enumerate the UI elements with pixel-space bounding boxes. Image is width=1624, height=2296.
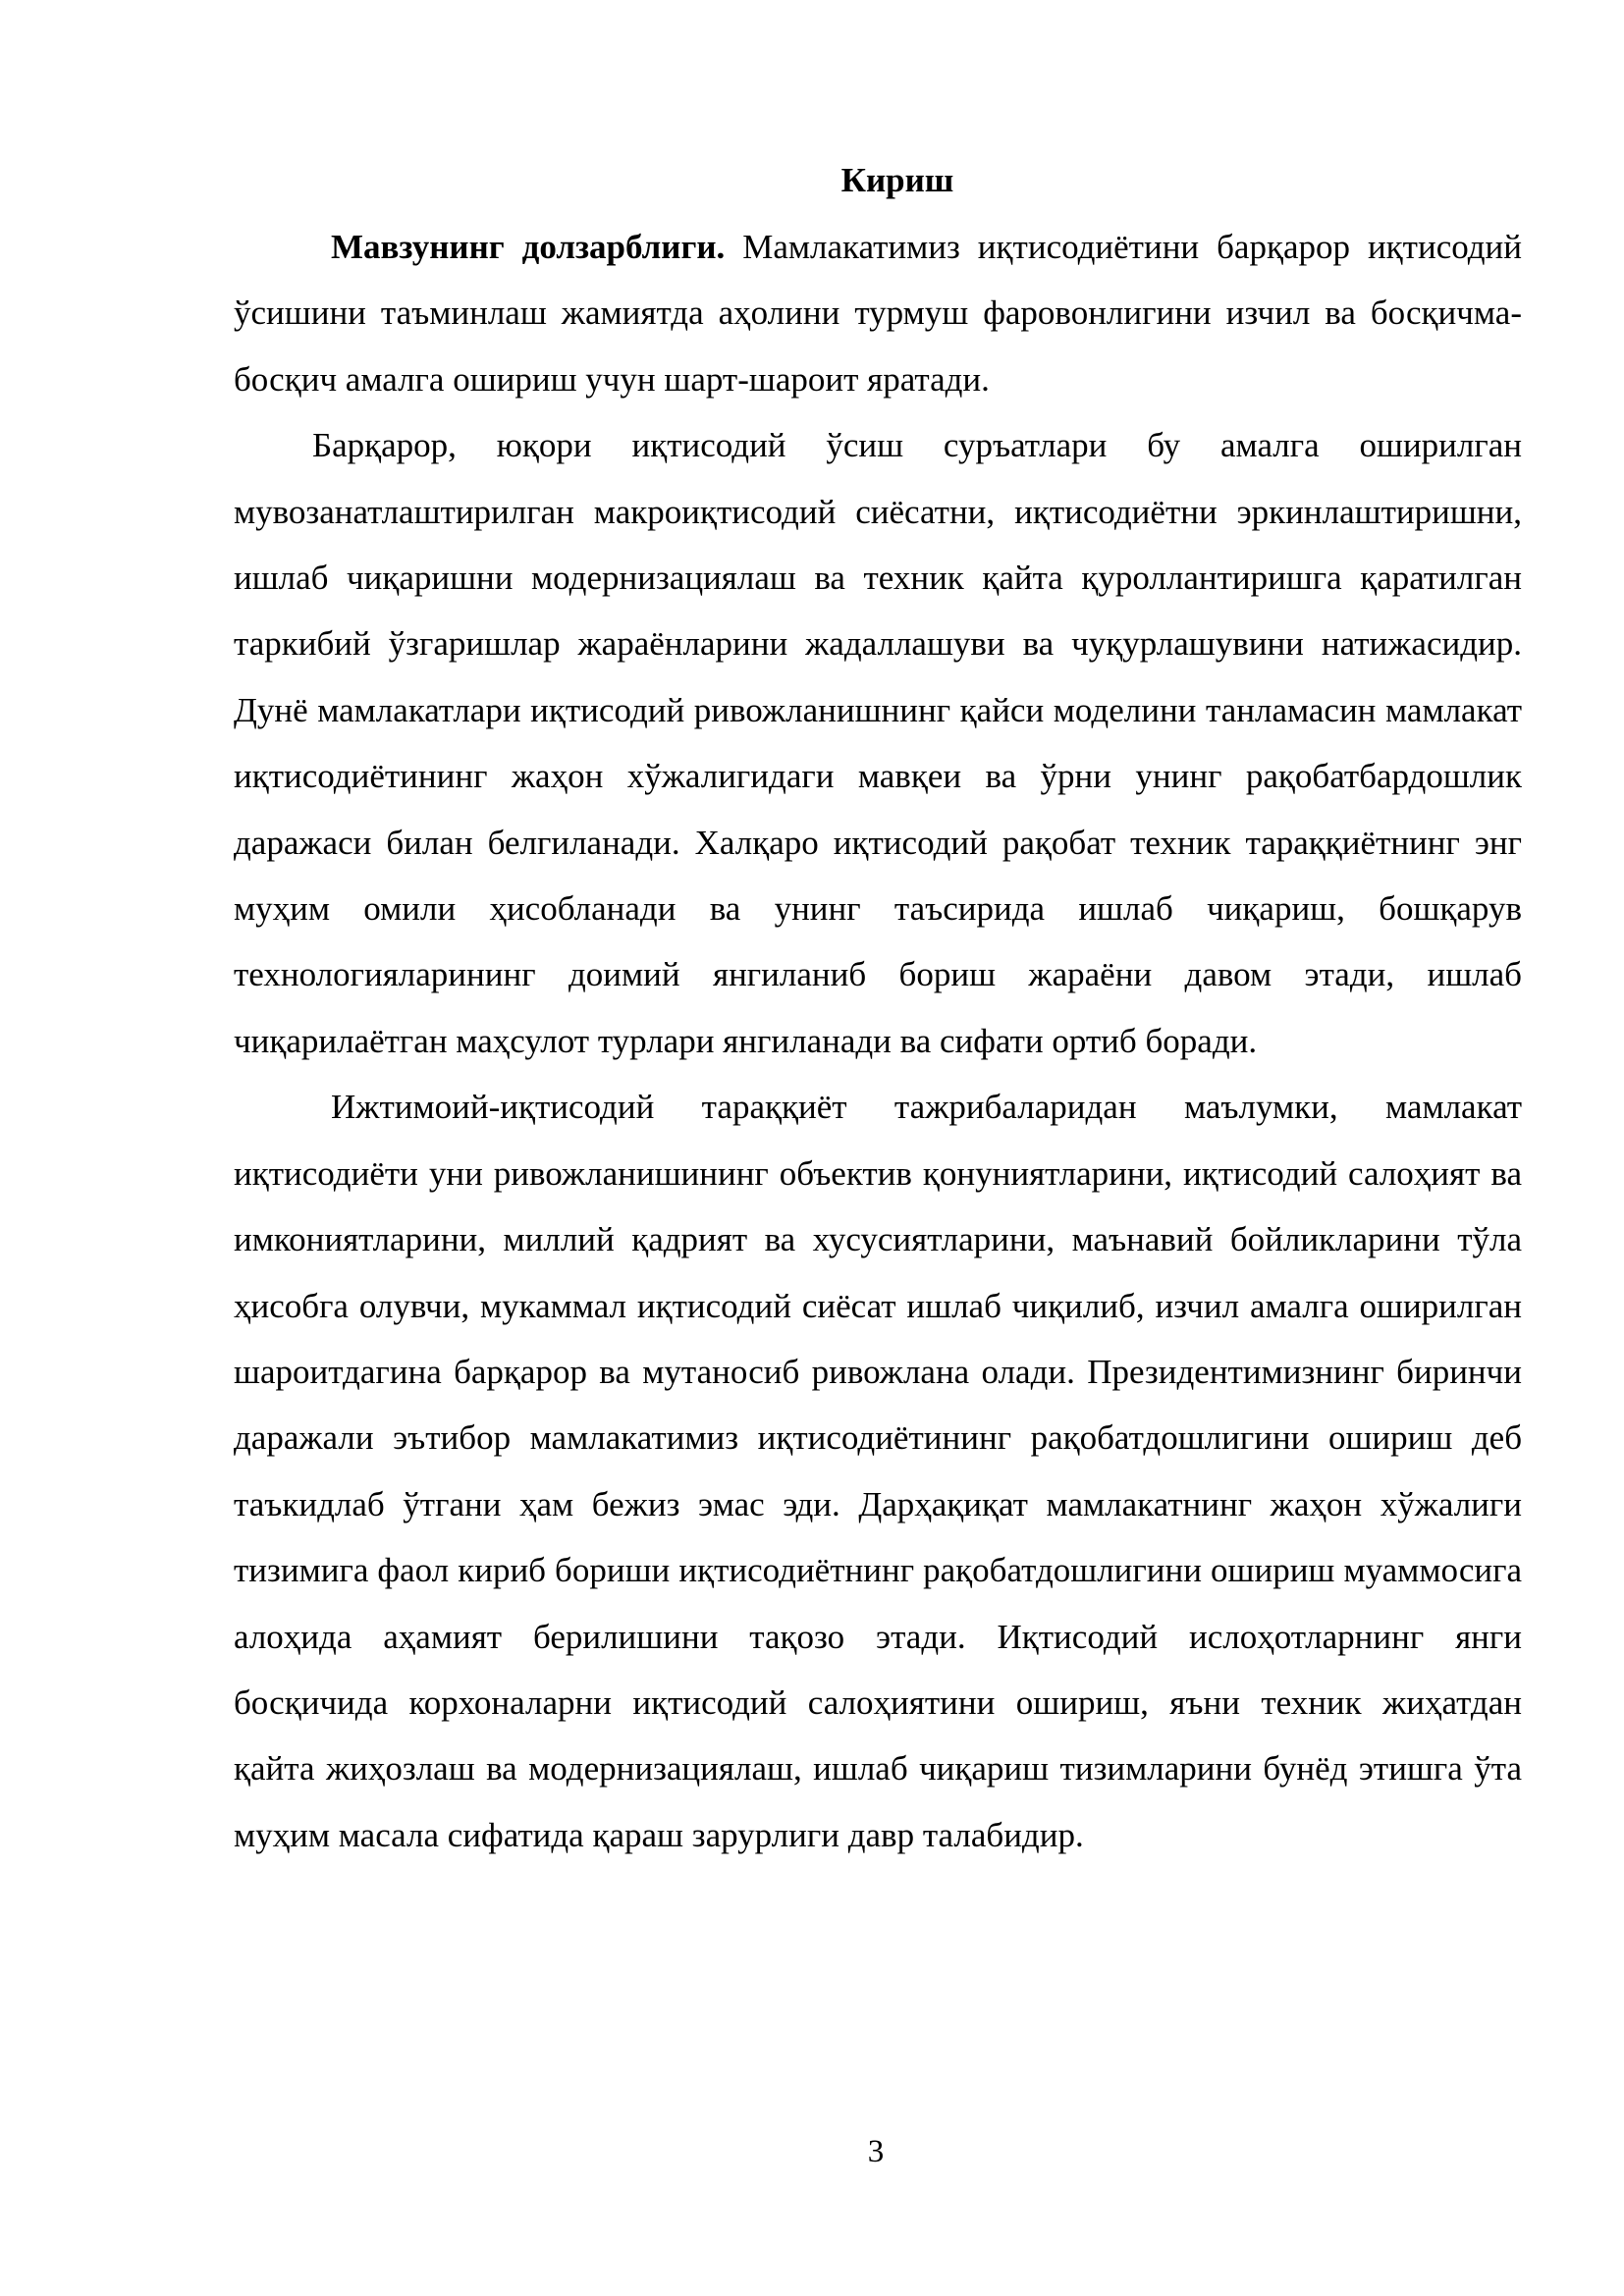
paragraph-lead: Мавзунинг долзарблиги. (331, 228, 726, 266)
paragraph-text: Барқарор, юқори иқтисодий ўсиш суръатлари бу амалга оширилган мувозанатлаштирилган макроиқтисодий сиёсатни, иқтисодиётни эркинлаштиришни, ишлаб чиқаришни модернизациялаш ва техник қайта қуроллантиришга қаратилган таркибий ўзгаришлар жараёнларини жадаллашуви ва чуқурлашувини натижасидир. Дунё мамлакатлари иқтисодий ривожланишнинг қайси моделини танламасин мамлакат иқтисодиётининг жаҳон хўжалигидаги мавқеи ва ўрни унинг рақобатбардошлик даражаси билан белгиланади. Халқаро иқтисодий рақобат техник тараққиётнинг энг муҳим омили ҳисобланади ва унинг таъсирида ишлаб чиқариш, бошқарув технологияларининг доимий янгиланиб бориш жараёни давом этади, ишлаб чиқарилаётган маҳсулот турлари янгиланади ва сифати ортиб боради. (234, 426, 1522, 1060)
paragraph-text: Ижтимоий-иқтисодий тараққиёт тажрибаларидан маълумки, мамлакат иқтисодиёти уни ривожланишининг объектив қонуниятларини, иқтисодий салоҳият ва имкониятларини, миллий қадрият ва хусусиятларини, маънавий бойликларини тўла ҳисобга олувчи, мукаммал иқтисодий сиёсат ишлаб чиқилиб, изчил амалга оширилган шароитдагина барқарор ва мутаносиб ривожлана олади. Президентимизнинг биринчи даражали эътибор мамлакатимиз иқтисодиётининг рақобатдошлигини ошириш деб таъкидлаб ўтгани ҳам бежиз эмас эди. Дарҳақиқат мамлакатнинг жаҳон хўжалиги тизимига фаол кириб бориши иқтисодиётнинг рақобатдошлигини ошириш муаммосига алоҳида аҳамият берилишини тақозо этади. Иқтисодий ислоҳотларнинг янги босқичида корхоналарни иқтисодий салоҳиятини ошириш, яъни техник жиҳатдан қайта жиҳозлаш ва модернизациялаш, ишлаб чиқариш тизимларини бунёд этишга ўта муҳим масала сифатида қараш зарурлиги давр талабидир. (234, 1088, 1522, 1854)
paragraph-socioeconomic (234, 1074, 1522, 1868)
paragraph-text: Мамлакатимиз иқтисодиётини барқарор иқтисодий ўсишини таъминлаш жамиятда аҳолини турмуш фаровонлигини изчил ва босқичма-босқич амалга ошириш учун шарт-шароит яратади. (234, 228, 1522, 399)
paragraph-relevance (234, 214, 1522, 412)
document-page (234, 147, 1522, 1868)
paragraph-growth (234, 412, 1522, 1074)
section-title: Кириш (840, 161, 954, 199)
page-number: 3 (867, 2134, 885, 2169)
